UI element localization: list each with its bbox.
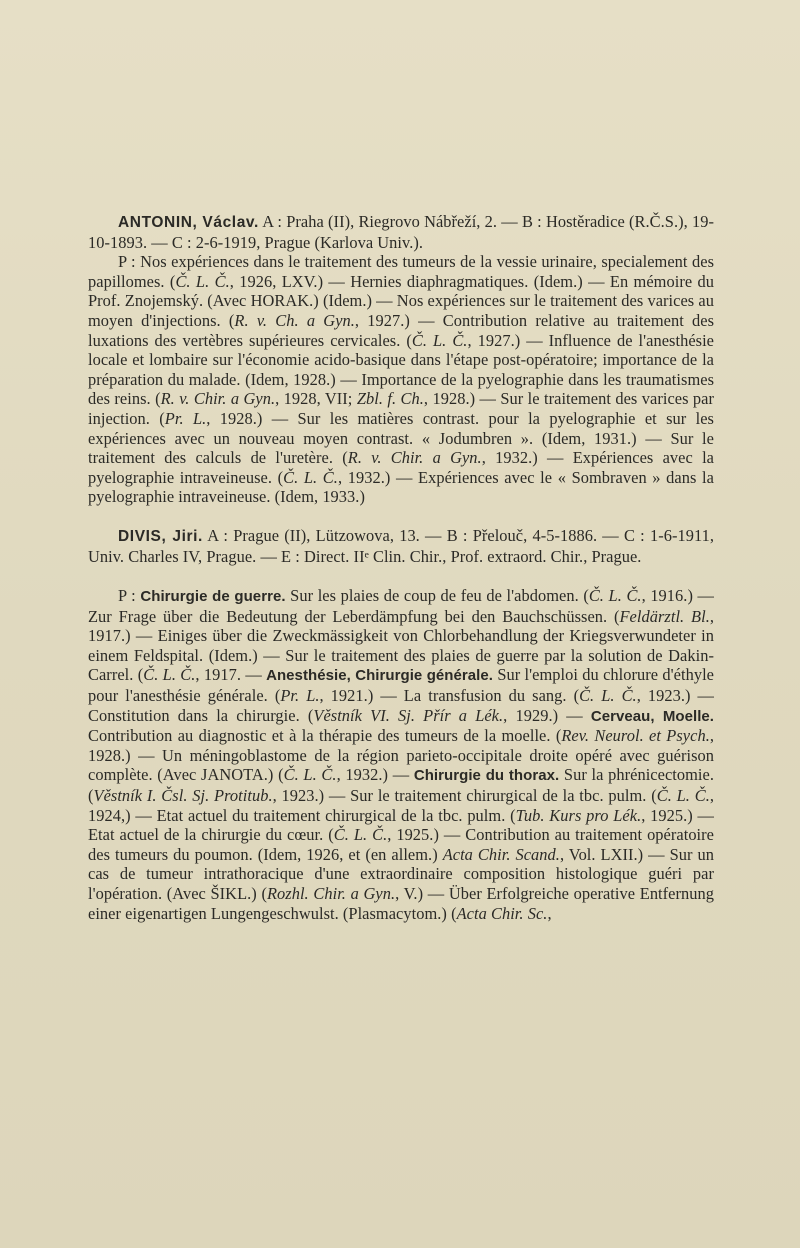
entry-name: ANTONIN, Václav. xyxy=(118,214,259,231)
category-heading: Chirurgie du thorax. xyxy=(413,767,560,785)
journal-citation: Tub. Kurs pro Lék. xyxy=(515,805,642,825)
journal-citation: R. v. Ch. a Gyn. xyxy=(234,310,355,330)
journal-citation: Č. L. Č. xyxy=(283,765,337,785)
journal-citation: Acta Chir. Scand. xyxy=(442,844,560,864)
publication-text: , 1921.) — La transfusion du sang. ( xyxy=(319,686,580,706)
publication-text: , 1917. — xyxy=(195,665,267,685)
publication-text: Sur les plaies de coup de feu de l'abdomen. ( xyxy=(285,586,589,606)
publication-text: , 1932.) — Expériences avec la pyelographie intraveineuse. ( xyxy=(88,448,714,487)
journal-citation: Pr. L. xyxy=(280,686,320,706)
journal-citation: Č. L. Č. xyxy=(579,686,637,706)
publication-text: , 1916.) — Zur Frage über die Bedeutung der Leberdämpfung bei den Bauchschüssen. ( xyxy=(88,586,714,626)
publication-text: , 1925.) — Etat actuel de la chirurgie du cœur. ( xyxy=(88,805,714,845)
publication-text: , xyxy=(547,903,552,923)
publication-text: , 1924,) — Etat actuel du traitement chirurgical de la tbc. pulm. ( xyxy=(88,786,714,825)
publication-text: , 1927.) — Contribution relative au traitement des luxations des vertèbres supérieures cervicales. ( xyxy=(88,310,714,350)
entry-name: DIVIS, Jiri. xyxy=(118,527,203,545)
publication-text: , 1932.) — xyxy=(336,765,414,785)
category-heading: Chirurgie de guerre. xyxy=(140,588,286,606)
journal-citation: Feldärztl. Bl. xyxy=(619,606,710,626)
publication-text: Sur l'emploi du chlorure d'éthyle pour l'anesthésie générale. ( xyxy=(88,665,714,706)
journal-citation: Č. L. Č. xyxy=(411,330,468,350)
journal-citation: Č. L. Č. xyxy=(333,825,388,845)
journal-citation: Věstník I. Čsl. Sj. Protitub. xyxy=(93,786,273,806)
journal-citation: Pr. L. xyxy=(164,408,207,428)
journal-citation: Č. L. Č. xyxy=(283,467,338,487)
journal-citation: Acta Chir. Sc. xyxy=(456,903,548,923)
publication-text: , 1926, LXV.) — Hernies diaphragmatiques. (Idem.) — En mémoire du Prof. Znojemský. (Avec HORAK.) (Idem.) — Nos expériences sur le traitement des varices au moyen d'injections. ( xyxy=(88,271,714,330)
entry-biography: A : Praha (II), Riegrovo Nábřeží, 2. — B : Hostěradice (R.Č.S.), 19-10-1893. — C : 2-6-1919, Prague (Karlova Univ.). xyxy=(88,212,714,252)
entry-antonin xyxy=(88,212,714,507)
publication-text: Sur la phrénicectomie. ( xyxy=(88,765,714,806)
journal-citation: Věstník VI. Sj. Přír a Lék. xyxy=(313,705,504,725)
journal-citation: R. v. Chir. a Gyn. xyxy=(347,448,482,468)
entry-header xyxy=(88,212,714,252)
journal-citation: Rozhl. Chir. a Gyn. xyxy=(266,884,396,903)
journal-citation: Č. L. Č. xyxy=(588,586,642,606)
publication-text: , 1917.) — Einiges über die Zweckmässigkeit von Chlorbehandlung der Kriegsverwundeter in einem Feldspital. (Idem.) — Sur le traitement des plaies de guerre par la solution de Dakin-Carrel. ( xyxy=(88,606,714,685)
entry-biography: A : Prague (II), Lützowova, 13. — B : Přelouč, 4-5-1886. — C : 1-6-1911, Univ. Charles IV, Prague. — E : Direct. IIᵉ Clin. Chir., Prof. extraord. Chir., Prague. xyxy=(88,525,714,566)
publication-text: , Vol. LXII.) — Sur un cas de tumeur intrathoracique d'une extraordinaire composition histologique guéri par l'opération. (Avec ŠIKL.) ( xyxy=(88,844,714,903)
entry-header xyxy=(88,526,714,566)
journal-citation: Č. L. Č. xyxy=(143,665,196,685)
journal-citation: Č. L. Č. xyxy=(175,271,230,291)
publication-text: , 1929.) — xyxy=(503,705,591,725)
document-body xyxy=(88,212,714,923)
journal-citation: Č. L. Č. xyxy=(656,786,710,806)
publication-text: , 1925.) — Contribution au traitement opératoire des tumeurs du poumon. (Idem, 1926, et (en allem.) xyxy=(88,825,714,864)
publication-list xyxy=(88,252,714,507)
entry-divis xyxy=(88,526,714,923)
publication-text: , 1923.) — Constitution dans la chirurgie. ( xyxy=(88,686,714,725)
publication-text: P : xyxy=(118,586,141,606)
publication-text: , 1932.) — Expériences avec le « Sombraven » dans la pyelographie intraveineuse. (Idem, 1933.) xyxy=(88,467,714,507)
category-heading: Anesthésie, Chirurgie générale. xyxy=(266,667,494,685)
publication-list xyxy=(88,586,714,923)
publication-text: , 1923.) — Sur le traitement chirurgical de la tbc. pulm. ( xyxy=(272,786,657,806)
publication-text: , V.) — Über Erfolgreiche operative Entfernung einer eigenartigen Lungengeschwulst. (Plasmacytom.) ( xyxy=(88,884,714,923)
publication-text: , 1927.) — Influence de l'anesthésie locale et lombaire sur l'économie acido-basique dans l'étape post-opératoire; importance de la préparation du malade. (Idem, 1928.) — Importance de la pyelographie dans les traumatismes des reins. ( xyxy=(88,330,715,409)
journal-citation: Zbl. f. Ch. xyxy=(356,389,424,409)
category-heading: Cerveau, Moelle. xyxy=(590,707,715,725)
publication-text: P : Nos expériences dans le traitement des tumeurs de la vessie urinaire, specialement des papillomes. ( xyxy=(88,252,714,291)
journal-citation: Rev. Neurol. et Psych. xyxy=(561,726,710,746)
publication-text: Contribution au diagnostic et à la thérapie des tumeurs de la moelle. ( xyxy=(88,726,562,746)
publication-text: , 1928.) — Sur le traitement des varices par injection. ( xyxy=(88,389,715,428)
journal-citation: R. v. Chir. a Gyn. xyxy=(160,389,276,409)
publication-text: , 1928, VII; xyxy=(275,389,357,409)
publication-text: , 1928.) — Sur les matières contrast. pour la pyelographie et sur les expériences avec un nouveau moyen contrast. « Jodumbren ». (Idem, 1931.) — Sur le traitement des calculs de l'uretère. ( xyxy=(88,408,714,468)
publication-text: , 1928.) — Un méningoblastome de la région parieto-occipitale droite opéré avec guérison complète. (Avec JANOTA.) ( xyxy=(88,726,714,785)
